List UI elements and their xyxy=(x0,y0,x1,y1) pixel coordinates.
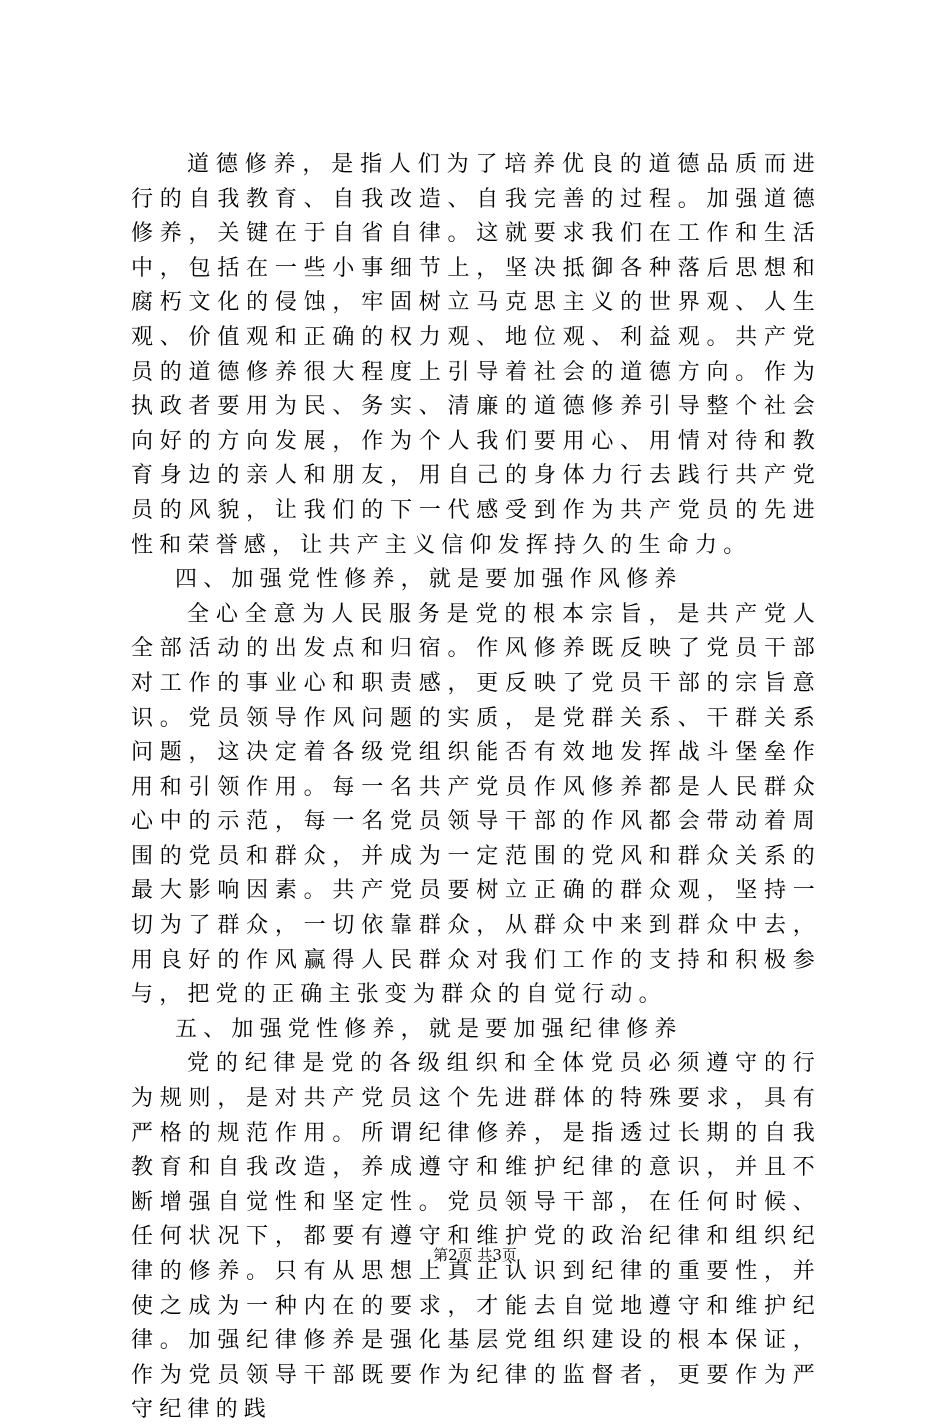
section-heading-discipline: 五、加强党性修养，就是要加强纪律修养 xyxy=(175,1016,683,1042)
document-body xyxy=(131,148,821,1428)
paragraph-work-style: 全心全意为人民服务是党的根本宗旨，是共产党人全部活动的出发点和归宿。作风修养既反映了党员干部对工作的事业心和职责感，更反映了党员干部的宗旨意识。党员领导作风问题的实质，是党群关系、干群关系问题，这决定着各级党组织能否有效地发挥战斗堡垒作用和引领作用。每一名共产党员作风修养都是人民群众心中的示范，每一名党员领导干部的作风都会带动着周围的党员和群众，并成为一定范围的党风和群众关系的最大影响因素。共产党员要树立正确的群众观，坚持一切为了群众，一切依靠群众，从群众中来到群众中去，用良好的作风赢得人民群众对我们工作的支持和积极参与，把党的正确主张变为群众的自觉行动。 xyxy=(131,601,821,1008)
section-heading-work-style: 四、加强党性修养，就是要加强作风修养 xyxy=(175,567,683,593)
paragraph-discipline: 党的纪律是党的各级组织和全体党员必须遵守的行为规则，是对共产党员这个先进群体的特殊要求，具有严格的规范作用。所谓纪律修养，是指透过长期的自我教育和自我改造，养成遵守和维护纪律的意识，并且不断增强自觉性和坚定性。党员领导干部，在任何时候、任何状况下，都要有遵守和维护党的政治纪律和组织纪律的修养。只有从思想上真正认识到纪律的重要性，并使之成为一种内在的要求，才能去自觉地遵守和维护纪律。加强纪律修养是强化基层党组织建设的根本保证，作为党员领导干部既要作为纪律的监督者，更要作为严守纪律的践 xyxy=(131,1051,821,1423)
paragraph-moral-cultivation: 道德修养，是指人们为了培养优良的道德品质而进行的自我教育、自我改造、自我完善的过程。加强道德修养，关键在于自省自律。这就要求我们在工作和生活中，包括在一些小事细节上，坚决抵御各种落后思想和腐朽文化的侵蚀，牢固树立马克思主义的世界观、人生观、价值观和正确的权力观、地位观、利益观。共产党员的道德修养很大程度上引导着社会的道德方向。作为执政者要用为民、务实、清廉的道德修养引导整个社会向好的方向发展，作为个人我们要用心、用情对待和教育身边的亲人和朋友，用自己的身体力行去践行共产党员的风貌，让我们的下一代感受到作为共产党员的先进性和荣誉感，让共产主义信仰发挥持久的生命力。 xyxy=(131,152,821,558)
page-footer: 第2页 共3页 xyxy=(433,1246,517,1264)
